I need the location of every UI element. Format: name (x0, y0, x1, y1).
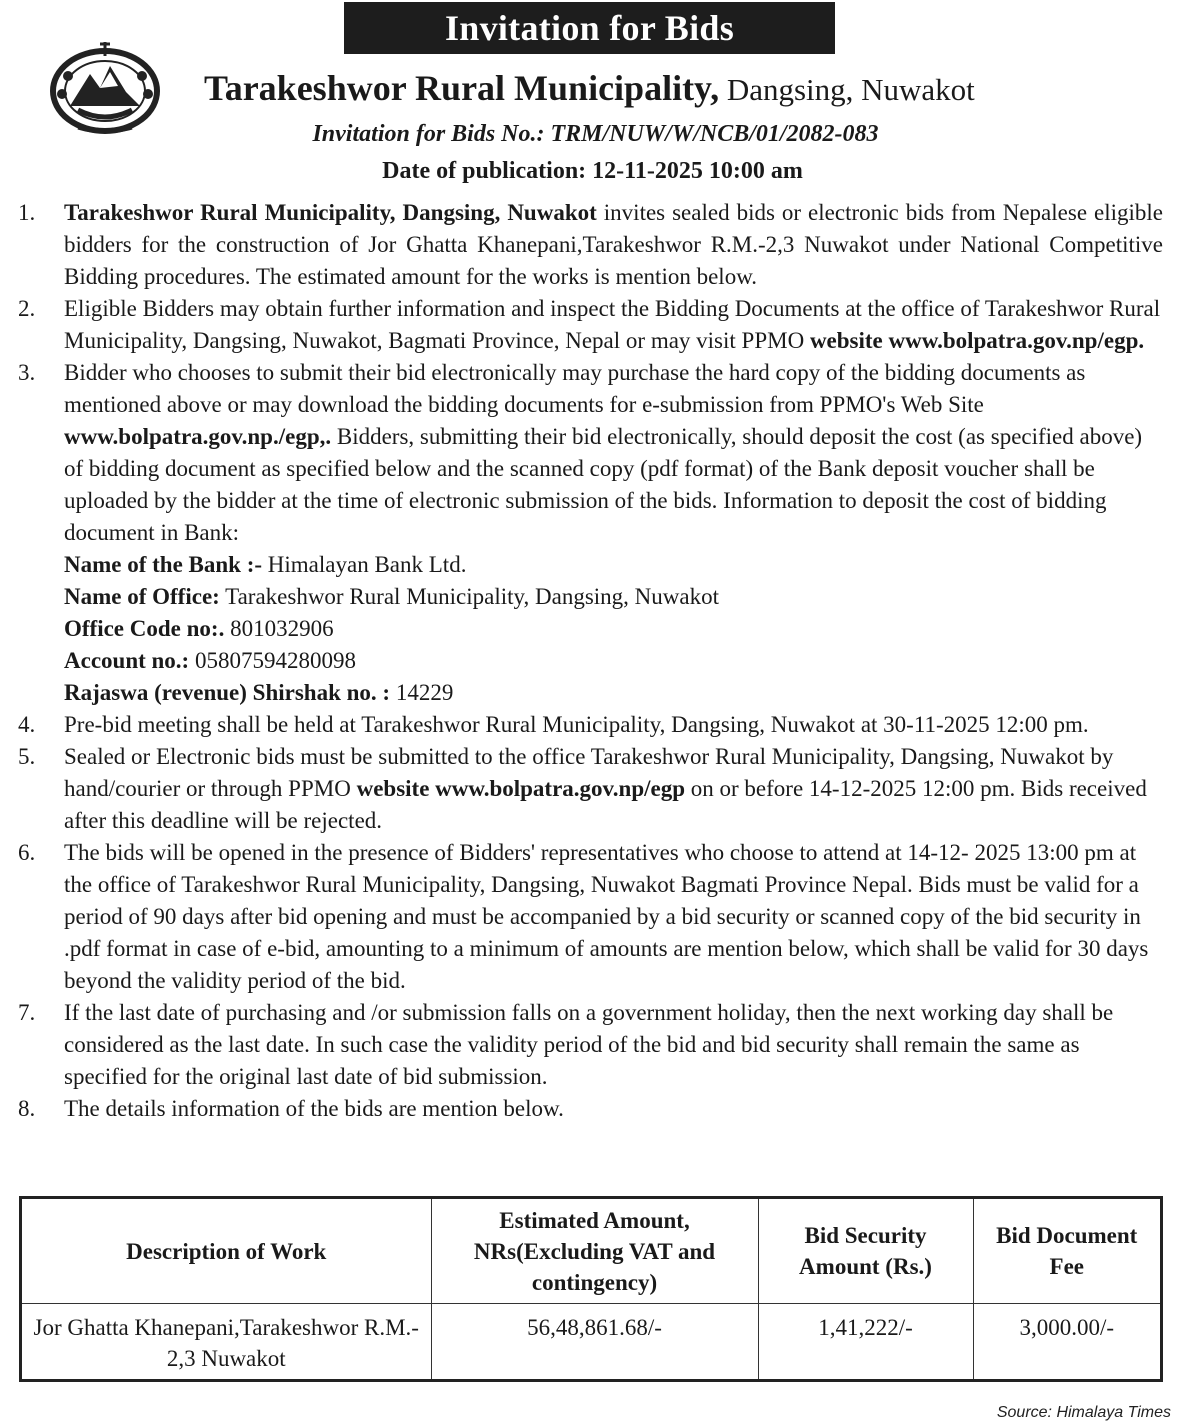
list-item (0, 741, 1181, 837)
item-text: The details information of the bids are mention below. (64, 1096, 564, 1121)
list-item (0, 997, 1181, 1093)
bank-office-line: Name of Office: Tarakeshwor Rural Municipality, Dangsing, Nuwakot (64, 584, 719, 609)
source-credit: Source: Himalaya Times (996, 1404, 1171, 1421)
item-text: Sealed or Electronic bids must be submitted to the office Tarakeshwor Rural Municipality, Dangsing, Nuwakot by hand/courier or through PPMO (64, 744, 1114, 801)
banner-title: Invitation for Bids (344, 2, 835, 54)
cell-estimated-amount: 56,48,861.68/- (431, 1304, 758, 1380)
ifb-number: Invitation for Bids No.: TRM/NUW/W/NCB/01/2082-083 (312, 121, 879, 147)
table-row (22, 1304, 1160, 1380)
item-text: on or before 14-12-2025 12:00 pm. Bids received after this deadline will be rejected. (64, 776, 1147, 833)
item-text: If the last date of purchasing and /or submission falls on a government holiday, then the next working day shall be considered as the last date. In such case the validity period of the bid and bid security shall remain the same as specified for the original last date of bid submission. (64, 1000, 1114, 1089)
org-name: Tarakeshwor Rural Municipality, (204, 68, 720, 108)
col-header-bid-security: Bid Security Amount (Rs.) (758, 1199, 973, 1304)
cell-description: Jor Ghatta Khanepani,Tarakeshwor R.M.- 2,3 Nuwakot (22, 1304, 431, 1380)
col-header-document-fee: Bid Document Fee (973, 1199, 1160, 1304)
terms-list (0, 197, 1181, 1125)
publication-date: Date of publication: 12-11-2025 10:00 am (382, 158, 803, 184)
item-number: 2. (18, 296, 36, 321)
list-item (0, 197, 1181, 293)
organization-heading (204, 66, 975, 112)
table-header-row (22, 1199, 1160, 1304)
item-number: 4. (18, 712, 36, 737)
bank-name-line: Name of the Bank :- Himalayan Bank Ltd. (64, 552, 467, 577)
col-header-description: Description of Work (22, 1199, 431, 1304)
item-bold-lead: Tarakeshwor Rural Municipality, Dangsing, Nuwakot (64, 200, 597, 225)
item-number: 6. (18, 840, 36, 865)
bank-account-line: Account no.: 05807594280098 (64, 648, 356, 673)
item-text: Pre-bid meeting shall be held at Tarakeshwor Rural Municipality, Dangsing, Nuwakot at 30-11-2025 12:00 pm. (64, 712, 1089, 737)
col-header-estimated-amount: Estimated Amount, NRs(Excluding VAT and contingency) (431, 1199, 758, 1304)
list-item (0, 1093, 1181, 1125)
ppmo-website-link[interactable]: website www.bolpatra.gov.np/egp. (809, 328, 1145, 353)
item-text: invites sealed bids or electronic bids from Nepalese eligible bidders for the construction of Jor Ghatta Khanepani,Tarakeshwor R.M.-2,3 Nuwakot under National Competitive Bidding procedures. The estimated amount for the works is mention below. (64, 200, 1163, 289)
item-number: 3. (18, 360, 36, 385)
item-number: 8. (18, 1096, 36, 1121)
ppmo-website-link[interactable]: www.bolpatra.gov.np./egp,. (64, 424, 332, 449)
bid-details-table (19, 1196, 1163, 1382)
ppmo-website-link[interactable]: website www.bolpatra.gov.np/egp (356, 776, 686, 801)
list-item (0, 709, 1181, 741)
item-text: Bidders, submitting their bid electronically, should deposit the cost (as specified above) of bidding document as specified below and the scanned copy (pdf format) of the Bank deposit voucher shall be uploaded by the bidder at the time of electronic submission of the bids. Information to deposit the cost of bidding document in Bank: (64, 424, 1143, 545)
list-item (0, 293, 1181, 357)
org-location: Dangsing, Nuwakot (719, 72, 975, 107)
list-item (0, 357, 1181, 709)
cell-document-fee: 3,000.00/- (973, 1304, 1160, 1380)
item-text: Eligible Bidders may obtain further information and inspect the Bidding Documents at the office of Tarakeshwor Rural Municipality, Dangsing, Nuwakot, Bagmati Province, Nepal or may visit PPMO (64, 296, 1161, 353)
list-item (0, 837, 1181, 997)
item-number: 1. (18, 200, 36, 225)
item-text: Bidder who chooses to submit their bid electronically may purchase the hard copy of the bidding documents as mentioned above or may download the bidding documents for e-submission from PPMO's Web Site (64, 360, 1086, 417)
bank-revenue-line: Rajaswa (revenue) Shirshak no. : 14229 (64, 680, 454, 705)
cell-bid-security: 1,41,222/- (758, 1304, 973, 1380)
bank-office-code-line: Office Code no:. 801032906 (64, 616, 334, 641)
item-number: 5. (18, 744, 36, 769)
item-number: 7. (18, 1000, 36, 1025)
item-text: The bids will be opened in the presence of Bidders' representatives who choose to attend at 14-12- 2025 13:00 pm at the office of Tarakeshwor Rural Municipality, Dangsing, Nuwakot Bagmati Province Nepal. Bids must be valid for a period of 90 days after bid opening and must be accompanied by a bid security or scanned copy of the bid security in .pdf format in case of e-bid, amounting to a minimum of amounts are mention below, which shall be valid for 30 days beyond the validity period of the bid. (64, 840, 1149, 993)
